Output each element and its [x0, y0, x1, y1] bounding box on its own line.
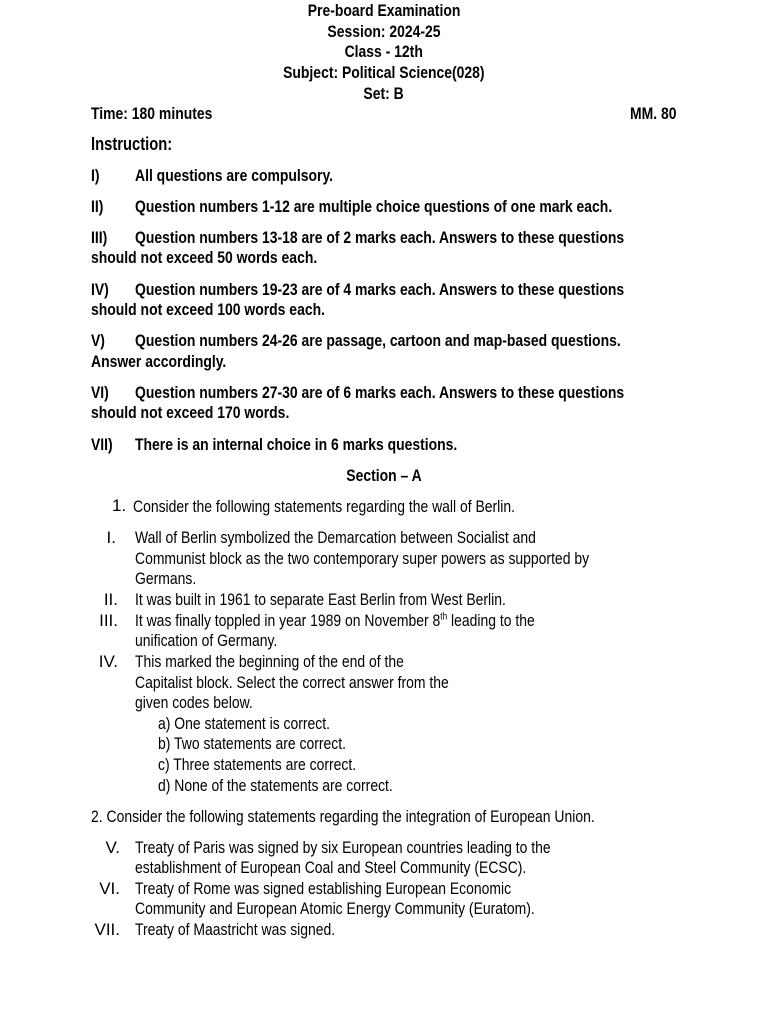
statement-text: It was built in 1961 to separate East Berlin from West Berlin. [135, 590, 506, 609]
statement-num: I. [106, 528, 116, 547]
instruction-text: All questions are compulsory. [135, 166, 334, 185]
option-d: d) None of the statements are correct. [158, 776, 393, 795]
instruction-num: V) [91, 331, 105, 350]
statement-text: unification of Germany. [135, 631, 278, 650]
instruction-num: VII) [91, 435, 113, 454]
instruction-text-cont: Answer accordingly. [91, 352, 227, 371]
time-label: Time: 180 minutes [91, 104, 213, 123]
instruction-text: Question numbers 24-26 are passage, cartoon and map-based questions. [135, 331, 621, 350]
statement-text: Treaty of Maastricht was signed. [135, 920, 336, 939]
statement-text: given codes below. [135, 693, 253, 712]
statement-text: Capitalist block. Select the correct answer from the [135, 673, 449, 692]
statement-num: III. [99, 611, 118, 630]
instructions-heading: Instruction: [91, 134, 173, 154]
statement-num: V. [105, 838, 120, 857]
instruction-num: II) [91, 197, 104, 216]
statement-text: Wall of Berlin symbolized the Demarcation between Socialist and [135, 528, 536, 547]
statement-num: IV. [98, 652, 118, 671]
instruction-text: Question numbers 1-12 are multiple choice questions of one mark each. [135, 197, 613, 216]
session-line: Session: 2024-25 [327, 22, 441, 41]
option-a: a) One statement is correct. [158, 714, 331, 733]
instruction-text: There is an internal choice in 6 marks questions. [135, 435, 458, 454]
statement-text: It was finally toppled in year 1989 on November 8th leading to the [135, 611, 535, 630]
instruction-text-cont: should not exceed 100 words each. [91, 300, 325, 319]
statement-text: Germans. [135, 569, 197, 588]
option-b: b) Two statements are correct. [158, 734, 347, 753]
instruction-text: Question numbers 13-18 are of 2 marks each. Answers to these questions [135, 228, 625, 247]
instruction-num: IV) [91, 280, 109, 299]
statement-num: II. [103, 590, 118, 609]
question-number: 1. [112, 496, 127, 515]
instruction-text-cont: should not exceed 170 words. [91, 403, 290, 422]
statement-num: VI. [99, 879, 120, 898]
statement-text: This marked the beginning of the end of the [135, 652, 404, 671]
statement-text: Community and European Atomic Energy Community (Euratom). [135, 899, 535, 918]
instruction-num: I) [91, 166, 100, 185]
statement-text: Treaty of Paris was signed by six European countries leading to the [135, 838, 551, 857]
instruction-text: Question numbers 27-30 are of 6 marks each. Answers to these questions [135, 383, 625, 402]
instruction-num: III) [91, 228, 108, 247]
question-text: Consider the following statements regarding the wall of Berlin. [133, 497, 516, 516]
max-marks: MM. 80 [630, 104, 677, 123]
set-line: Set: B [363, 84, 405, 103]
statement-num: VII. [94, 920, 120, 939]
instruction-num: VI) [91, 383, 109, 402]
instruction-text-cont: should not exceed 50 words each. [91, 248, 318, 267]
exam-title: Pre-board Examination [307, 1, 461, 20]
statement-text: Communist block as the two contemporary super powers as supported by [135, 549, 590, 568]
subject-line: Subject: Political Science(028) [283, 63, 485, 82]
instruction-text: Question numbers 19-23 are of 4 marks each. Answers to these questions [135, 280, 625, 299]
question-text: 2. Consider the following statements regarding the integration of European Union. [91, 807, 595, 826]
class-line: Class - 12th [344, 42, 424, 61]
statement-text: Treaty of Rome was signed establishing European Economic [135, 879, 512, 898]
statement-text: establishment of European Coal and Steel Community (ECSC). [135, 858, 527, 877]
section-title: Section – A [346, 466, 422, 485]
option-c: c) Three statements are correct. [158, 755, 357, 774]
